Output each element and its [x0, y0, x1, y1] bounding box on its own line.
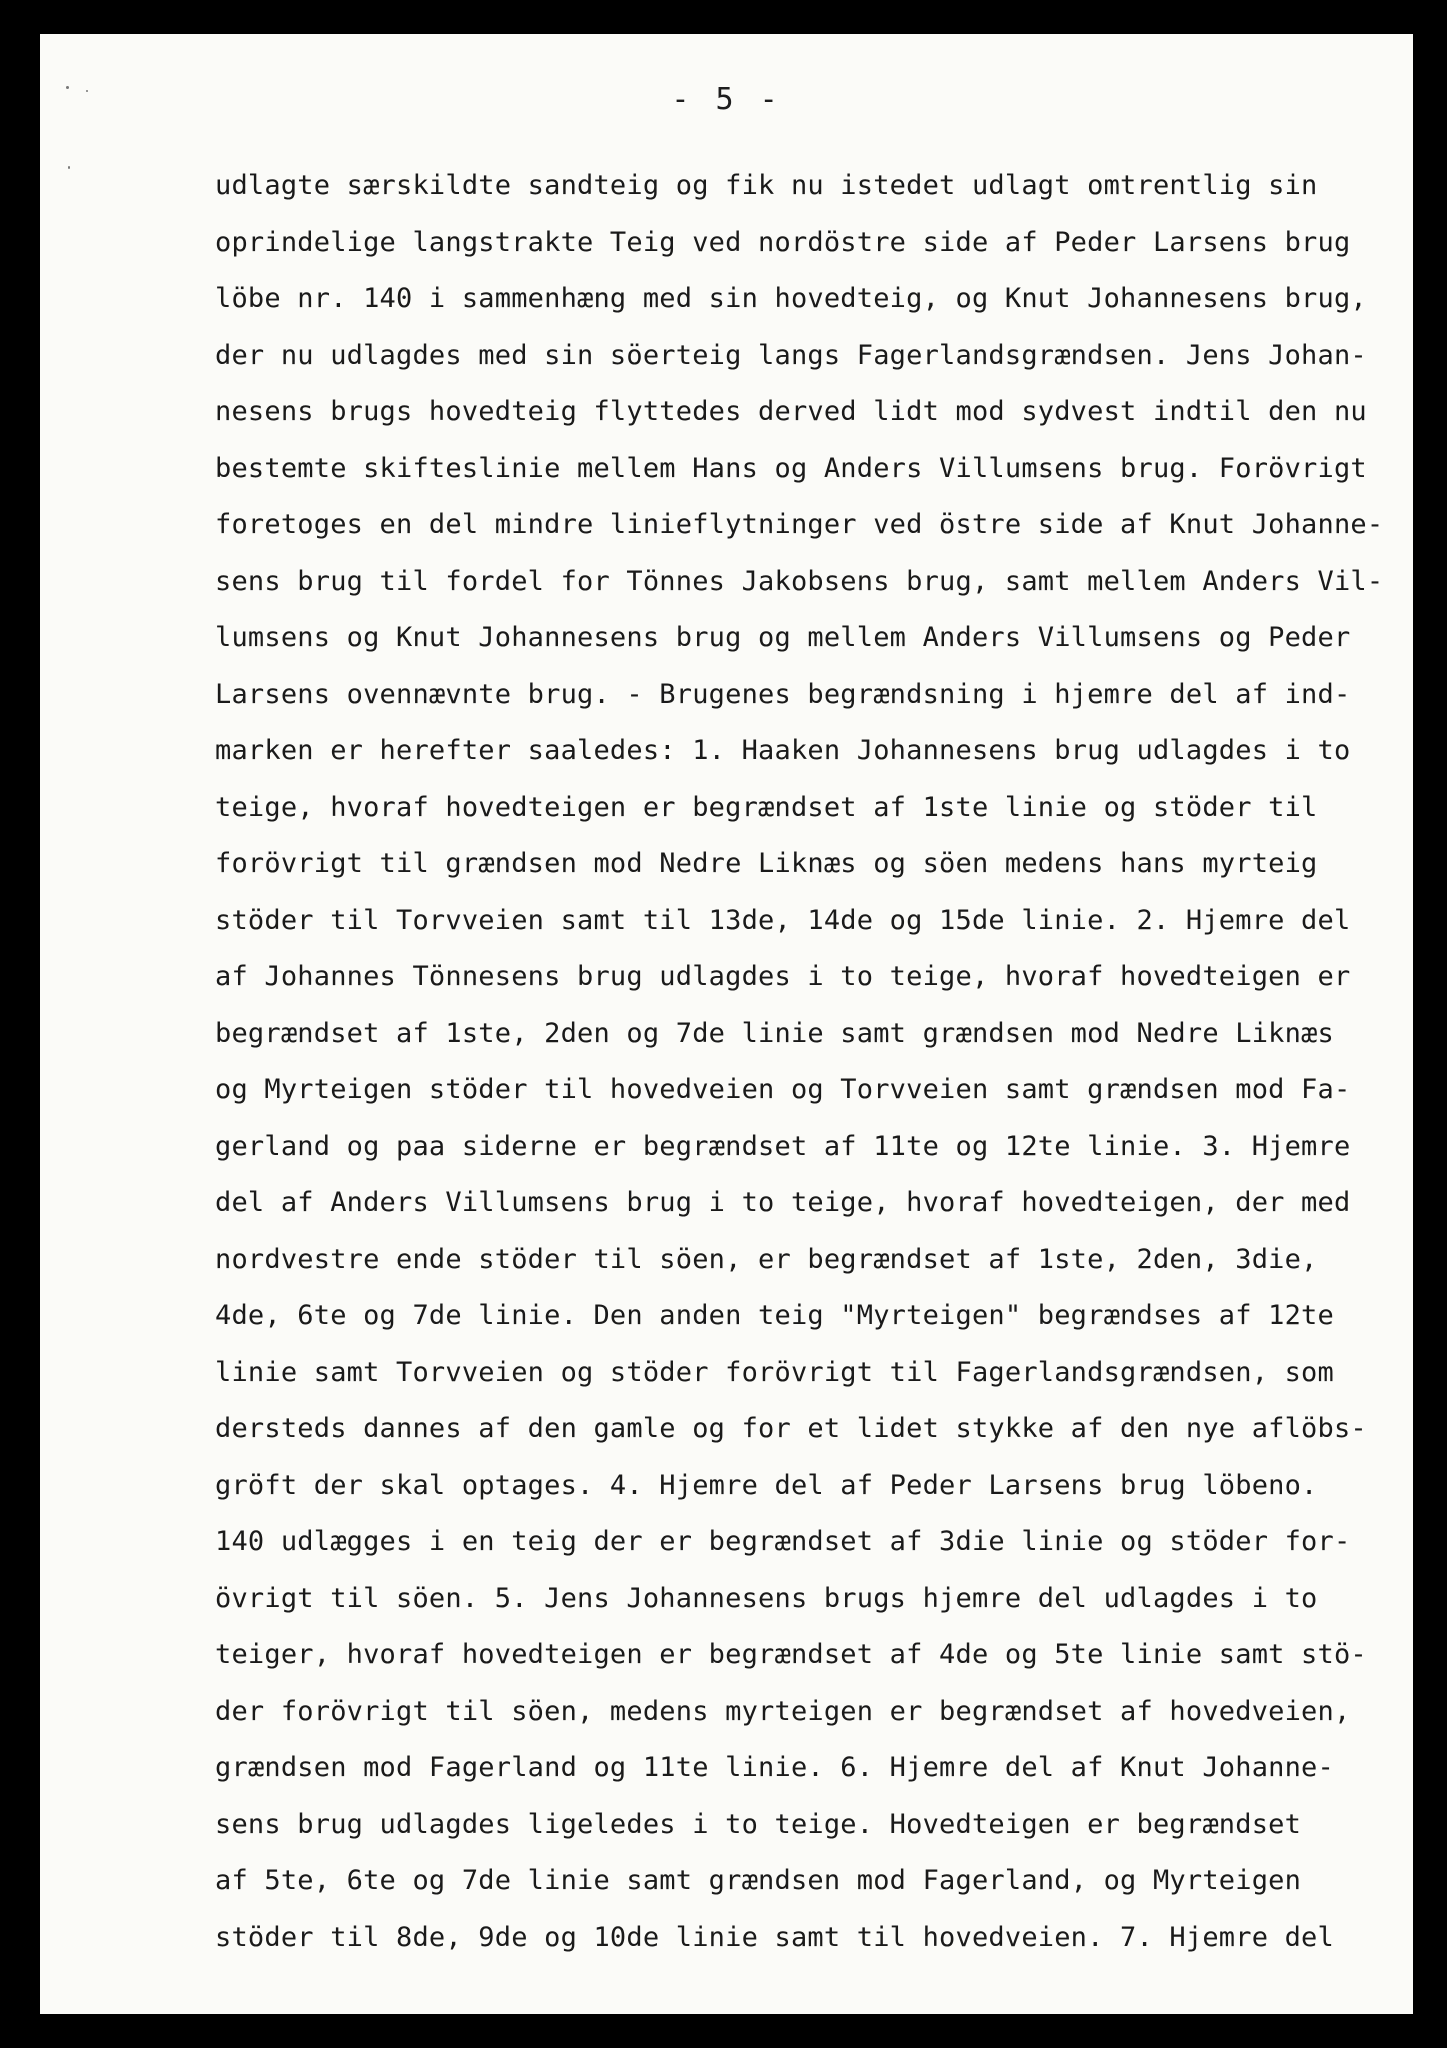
text-line: begrændset af 1ste, 2den og 7de linie samt grændsen mod Nedre Liknæs [215, 1017, 1334, 1049]
text-line: der nu udlagdes med sin söerteig langs Fagerlandsgrændsen. Jens Johan- [215, 339, 1367, 371]
text-line: sens brug til fordel for Tönnes Jakobsens brug, samt mellem Anders Vil- [215, 565, 1384, 597]
ink-speck [68, 166, 70, 169]
text-line: bestemte skifteslinie mellem Hans og Anders Villumsens brug. Forövrigt [215, 452, 1367, 484]
text-line: teige, hvoraf hovedteigen er begrændset af 1ste linie og stöder til [215, 791, 1318, 823]
text-line: nesens brugs hovedteig flyttedes derved lidt mod sydvest indtil den nu [215, 396, 1367, 427]
text-line: grændsen mod Fagerland og 11te linie. 6. Hjemre del af Knut Johanne- [215, 1752, 1334, 1783]
text-line: sens brug udlagdes ligeledes i to teige. Hovedteigen er begrændset [215, 1808, 1302, 1840]
text-line: lumsens og Knut Johannesens brug og mellem Anders Villumsens og Peder [215, 622, 1351, 653]
text-line: stöder til 8de, 9de og 10de linie samt til hovedveien. 7. Hjemre del [215, 1921, 1334, 1953]
text-line: löbe nr. 140 i sammenhæng med sin hovedteig, og Knut Johannesens brug, [215, 283, 1367, 314]
document-page [40, 34, 1413, 2014]
text-line: nordvestre ende stöder til söen, er begrændset af 1ste, 2den, 3die, [215, 1243, 1318, 1275]
text-line: 140 udlægges i en teig der er begrændset af 3die linie og stöder for- [215, 1526, 1351, 1557]
text-line: del af Anders Villumsens brug i to teige, hvoraf hovedteigen, der med [215, 1187, 1351, 1218]
text-line: gerland og paa siderne er begrændset af 11te og 12te linie. 3. Hjemre [215, 1130, 1351, 1162]
text-line: af Johannes Tönnesens brug udlagdes i to teige, hvoraf hovedteigen er [215, 961, 1351, 992]
text-line: og Myrteigen stöder til hovedveien og Torvveien samt grændsen mod Fa- [215, 1074, 1351, 1105]
text-line: foretoges en del mindre linieflytninger ved östre side af Knut Johanne- [215, 509, 1384, 540]
ink-speck [86, 90, 88, 92]
text-line: dersteds dannes af den gamle og for et lidet stykke af den nye aflöbs- [215, 1413, 1367, 1444]
text-line: övrigt til söen. 5. Jens Johannesens brugs hjemre del udlagdes i to [215, 1582, 1318, 1614]
text-line: udlagte særskildte sandteig og fik nu istedet udlagt omtrentlig sin [215, 170, 1318, 201]
text-line: marken er herefter saaledes: 1. Haaken Johannesens brug udlagdes i to [215, 735, 1351, 766]
text-line: der forövrigt til söen, medens myrteigen er begrændset af hovedveien, [215, 1695, 1351, 1727]
text-line: 4de, 6te og 7de linie. Den anden teig "Myrteigen" begrændses af 12te [215, 1300, 1334, 1331]
text-line: Larsens ovennævnte brug. - Brugenes begrændsning i hjemre del af ind- [215, 678, 1351, 710]
text-line: teiger, hvoraf hovedteigen er begrændset af 4de og 5te linie samt stö- [215, 1639, 1367, 1670]
page-number: - 5 - [671, 82, 782, 117]
text-line: gröft der skal optages. 4. Hjemre del af Peder Larsens brug löbeno. [215, 1469, 1318, 1501]
text-line: oprindelige langstrakte Teig ved nordöstre side af Peder Larsens brug [215, 226, 1351, 258]
text-line: linie samt Torvveien og stöder forövrigt til Fagerlandsgrændsen, som [215, 1356, 1334, 1388]
text-line: forövrigt til grændsen mod Nedre Liknæs og söen medens hans myrteig [215, 848, 1318, 879]
text-line: af 5te, 6te og 7de linie samt grændsen mod Fagerland, og Myrteigen [215, 1865, 1302, 1896]
document-body [215, 158, 1390, 1966]
text-line: stöder til Torvveien samt til 13de, 14de og 15de linie. 2. Hjemre del [215, 904, 1351, 936]
ink-speck [66, 86, 69, 89]
